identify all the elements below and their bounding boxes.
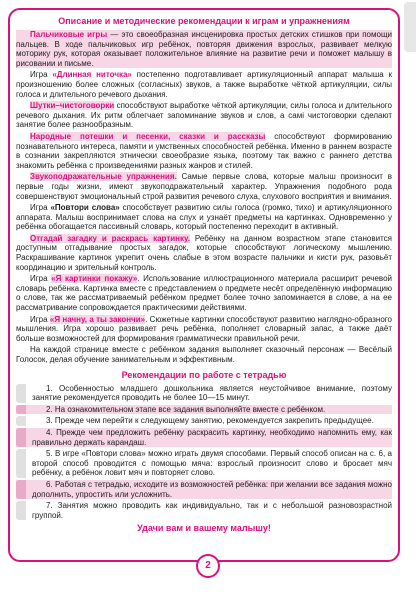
- paragraph-you-finish: [16, 315, 392, 344]
- term-repeat-words: «Повтори слова»: [50, 203, 120, 213]
- recommendation-item: [16, 449, 392, 478]
- text-show-pictures: . Использование иллюстрационного материала расширит речевой словарь ребёнка. Картинка вместе с представлением о предмете несёт определённую информацию о слове, так же рассматриваемый ребёнком предмет более точно запоминается в слове, а на ее рассматривание сопровождается практическими действиями.: [16, 274, 392, 313]
- final-wish: Удачи вам и вашему малышу!: [137, 523, 271, 534]
- row-stripe: [16, 501, 26, 520]
- paragraph-finger-games: [16, 30, 392, 68]
- text-finger-games: — это своеобразная инсценировка простых детских стишков при помощи пальцев. В ходе пальчиковых игр ребёнок, повторяя движения взрослых, развивает мелкую моторику рук, которая оказывает положительное влияние на развитие речи и поможет малышу в рисовании и письме.: [16, 30, 392, 68]
- content-frame: [8, 8, 400, 562]
- text-repeat-words: способствует развитию силы голоса (громко, тихо) и артикуляционного аппарата. Малыш воспринимает слова на слух и узнаёт предметы на картинках. Одновременно у ребёнка обогащается пассивный словарь, который постепенно переходит в активный.: [16, 203, 392, 232]
- paragraph-repeat-words: [16, 203, 392, 232]
- recommendations-title: Рекомендации по работе с тетрадью: [121, 369, 287, 380]
- page-number: 2: [196, 554, 220, 578]
- recommendation-text: 5. В игре «Повтори слова» можно играть двумя способами. Первый способ описан на с. 6, а второй способ проводится с помощью мяча: взрослый произносит слово и бросает мяч ребёнку, а ребёнок ловит мяч и повторяет слово.: [32, 449, 392, 478]
- term-finger-games: Пальчиковые игры: [30, 30, 108, 39]
- paragraph-onomatopoeia: [16, 172, 392, 201]
- prefix-long-thread: Игра: [30, 70, 53, 80]
- paragraph-tongue-twisters: [16, 101, 392, 130]
- text-tongue-twisters: способствуют выработке чёткой артикуляции, силы голоса и длительного речевого дыхания. Их ритм облегчает запоминание звуков и слов, а самі чистоговорки сделают занятие более разнообразным.: [16, 101, 392, 130]
- row-stripe: [16, 480, 26, 499]
- text-folk-tales: способствуют формированию познавательного интереса, памяти и умственных способностей ребёнка. Именно в раннем возрасте в сознании закрепляются этнически своеобразие языка, поэтому так важно с раннего детства знакомить ребёнка с произведениями разных жанров и стилей.: [16, 131, 393, 170]
- term-riddle: Отгадай загадку и раскрась картинку.: [30, 233, 190, 243]
- term-show-pictures: «Я картинки покажу»: [51, 274, 138, 284]
- recommendation-text: 4. Прежде чем предложить ребёнку раскрасить картинку, необходимо напомнить ему, как правильно держать карандаш.: [32, 427, 392, 447]
- text-long-thread: постепенно подготавливает артикуляционный аппарат малыша к произношению более сложных (согласных) звуков, а также выработке чёткой артикуляции, силы голоса и длительного речевого дыхания.: [16, 70, 392, 99]
- row-stripe: [16, 428, 26, 447]
- row-stripe: [16, 405, 26, 415]
- recommendation-item: [16, 384, 392, 403]
- row-stripe: [16, 416, 26, 426]
- prefix-you-finish: Игра: [30, 314, 50, 324]
- paragraph-show-pictures: [16, 274, 392, 312]
- recommendation-item: [16, 501, 392, 520]
- term-folk-tales: Народные потешки и песенки, сказки и рассказы: [30, 131, 266, 141]
- recommendation-text: 2. На ознакомительном этапе все задания выполняйте вместе с ребёнком.: [46, 404, 326, 414]
- page-edge-tab: [404, 2, 416, 52]
- term-onomatopoeia: Звукоподражательные упражнения.: [30, 172, 177, 182]
- recommendation-text: 1. Особенностью младшего дошкольника является неустойчивое внимание, поэтому занятие рекомендуется проводить не более 10—15 минут.: [32, 383, 392, 403]
- paragraph-long-thread: [16, 70, 392, 99]
- row-stripe: [16, 384, 26, 403]
- section-title: Описание и методические рекомендации к играм и упражнениям: [58, 16, 350, 26]
- paragraph-riddle: [16, 234, 392, 272]
- text-you-finish: . Сюжетные картинки способствуют развитию наглядно-образного мышления. Игра хорошо развивает речь ребёнка, пополняет словарный запас, а также даёт больше возможностей для формирования грамматически правильной речи.: [16, 314, 392, 343]
- paragraph-folk-tales: [16, 132, 392, 170]
- prefix-repeat-words: Игра: [30, 203, 51, 213]
- recommendation-text: 3. Прежде чем перейти к следующему занятию, рекомендуется закрепить предыдущее.: [46, 416, 374, 426]
- recommendation-text: 7. Занятия можно проводить как индивидуально, так и с небольшой разновозрастной группой.: [32, 501, 392, 520]
- recommendation-text: 6. Работая с тетрадью, исходите из возможностей ребёнка: при желании все задания можно дополнить, упростить или усложнить.: [32, 479, 392, 499]
- text-onomatopoeia: Самые первые слова, которые малыш произносит в первые годы жизни, имеют звукоподражательный характер. Упражнения подобного рода совершенствуют эмоциональный строй развития речевого слуха, слухового восприятия и внимания.: [16, 172, 393, 201]
- term-you-finish: «Я начну, а ты закончи»: [49, 314, 146, 324]
- recommendation-item: [16, 405, 392, 415]
- row-stripe: [16, 449, 26, 478]
- paragraph-closing: На каждой странице вместе с ребёнком задания выполняет сказочный персонаж — Весёлый Голосок, делая обучение занимательным и эффективным.: [16, 345, 392, 364]
- text-riddle: Ребёнку на данном возрастном этапе становится доступным отгадывание простых загадок, которые способствуют логическому мышлению. Раскрашивание картинок укрепит очень слабые в этом возрасте пальчики и кисти рук, разовьёт координацию и зрительный контроль.: [16, 233, 392, 272]
- recommendation-item: [16, 416, 392, 426]
- prefix-show-pictures: Игра: [30, 274, 52, 284]
- recommendations-list: [16, 384, 392, 521]
- recommendation-item: [16, 480, 392, 499]
- recommendation-item: [16, 428, 392, 447]
- term-long-thread: «Длинная ниточка»: [52, 70, 132, 80]
- term-tongue-twisters: Шутки–чистоговорки: [30, 101, 115, 111]
